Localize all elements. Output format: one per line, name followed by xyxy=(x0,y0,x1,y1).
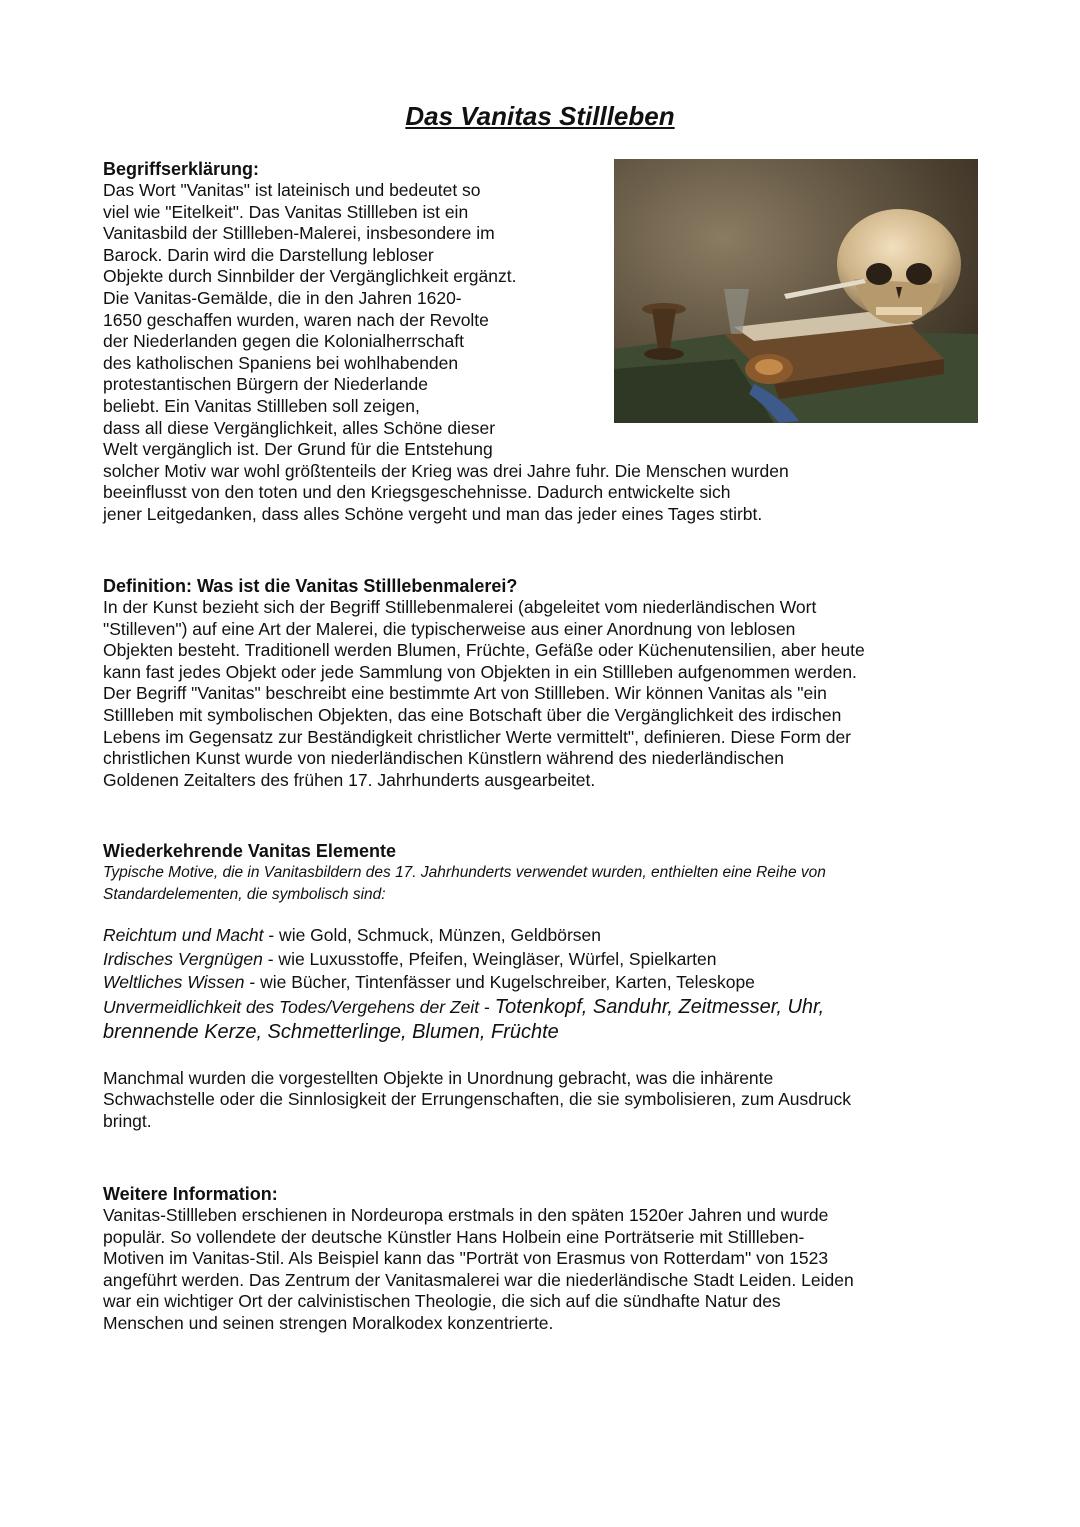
text-line: war ein wichtiger Ort der calvinistischen Theologie, die sich auf die sündhafte Natur des xyxy=(103,1291,781,1312)
text-line: Objekten besteht. Traditionell werden Blumen, Früchte, Gefäße oder Küchenutensilien, aber heute xyxy=(103,640,865,661)
element-item xyxy=(103,948,851,972)
text-line: christlichen Kunst wurde von niederländischen Künstlern während des niederländischen xyxy=(103,748,784,769)
text-line: Die Vanitas-Gemälde, die in den Jahren 1620- xyxy=(103,287,462,308)
element-text: Totenkopf, Sanduhr, Zeitmesser, Uhr, xyxy=(494,995,825,1018)
section-heading: Definition: Was ist die Vanitas Stilllebenmalerei? xyxy=(103,576,518,596)
text-line: bringt. xyxy=(103,1110,152,1131)
text-line: populär. So vollendete der deutsche Künstler Hans Holbein eine Porträtserie mit Stillleben- xyxy=(103,1226,805,1247)
element-label: Irdisches Vergnügen xyxy=(103,948,263,969)
text-line: viel wie "Eitelkeit". Das Vanitas Stillleben ist ein xyxy=(103,201,469,222)
element-item xyxy=(103,995,851,1021)
element-text: - wie Gold, Schmuck, Münzen, Geldbörsen xyxy=(263,925,602,945)
text-line: des katholischen Spaniens bei wohlhabenden xyxy=(103,352,459,373)
section-definition xyxy=(103,575,865,791)
text-line: Vanitasbild der Stillleben-Malerei, insbesondere im xyxy=(103,223,495,244)
text-line: Schwachstelle oder die Sinnlosigkeit der Errungenschaften, die sie symbolisieren, zum Ausdruck xyxy=(103,1089,852,1110)
section-begriffserklaerung xyxy=(103,158,789,526)
text-line: beliebt. Ein Vanitas Stillleben soll zeigen, xyxy=(103,395,420,416)
element-text: - wie Bücher, Tintenfässer und Kugelschreiber, Karten, Teleskope xyxy=(244,972,755,992)
element-text: brennende Kerze, Schmetterlinge, Blumen, Früchte xyxy=(103,1021,559,1043)
text-line: Vanitas-Stillleben erschienen in Nordeuropa erstmals in den späten 1520er Jahren und wurde xyxy=(103,1205,829,1225)
text-line: solcher Motiv war wohl größtenteils der Krieg was drei Jahre fuhr. Die Menschen wurden xyxy=(103,460,789,481)
text-line: kann fast jedes Objekt oder jede Sammlung von Objekten in ein Stillleben aufgenommen werden. xyxy=(103,661,857,682)
element-separator: - xyxy=(479,996,495,1017)
text-line: der Niederlanden gegen die Kolonialherrschaft xyxy=(103,331,464,352)
text-line: Goldenen Zeitalters des frühen 17. Jahrhunderts ausgearbeitet. xyxy=(103,769,596,790)
text-line: Lebens im Gegensatz zur Beständigkeit christlicher Werte vermittelt", definieren. Diese Form der xyxy=(103,726,852,747)
element-item xyxy=(103,924,851,948)
text-line: Welt vergänglich ist. Der Grund für die Entstehung xyxy=(103,439,493,460)
element-text: - wie Luxusstoffe, Pfeifen, Weingläser, Würfel, Spielkarten xyxy=(262,948,717,969)
element-item xyxy=(103,971,851,995)
section-vanitas-elemente xyxy=(103,840,851,1132)
text-line: 1650 geschaffen wurden, waren nach der Revolte xyxy=(103,309,489,330)
text-line: Barock. Darin wird die Darstellung lebloser xyxy=(103,244,434,265)
text-line: Der Begriff "Vanitas" beschreibt eine bestimmte Art von Stillleben. Wir können Vanitas als "ein xyxy=(103,683,827,704)
element-label: Weltliches Wissen xyxy=(103,972,245,992)
text-line: Menschen und seinen strengen Moralkodex konzentrierte. xyxy=(103,1312,554,1333)
section-heading: Begriffserklärung: xyxy=(103,159,260,179)
section-heading: Weitere Information: xyxy=(103,1184,278,1204)
text-line: Objekte durch Sinnbilder der Vergänglichkeit ergänzt. xyxy=(103,266,517,287)
intro-line: Standardelementen, die symbolisch sind: xyxy=(103,885,386,903)
section-heading: Wiederkehrende Vanitas Elemente xyxy=(103,841,396,861)
text-line: jener Leitgedanken, dass alles Schöne vergeht und man das jeder eines Tages stirbt. xyxy=(103,503,763,524)
text-line: beeinflusst von den toten und den Kriegsgeschehnisse. Dadurch entwickelte sich xyxy=(103,482,731,503)
text-line: Manchmal wurden die vorgestellten Objekte in Unordnung gebracht, was die inhärente xyxy=(103,1067,774,1088)
text-line: In der Kunst bezieht sich der Begriff Stilllebenmalerei (abgeleitet vom niederländischen Wort xyxy=(103,597,817,617)
text-line: Motiven im Vanitas-Stil. Als Beispiel kann das "Porträt von Erasmus von Rotterdam" von 1523 xyxy=(103,1248,829,1269)
text-line: "Stilleven") auf eine Art der Malerei, die typischerweise aus einer Anordnung von leblosen xyxy=(103,618,796,639)
element-label: Unvermeidlichkeit des Todes/Vergehens der Zeit xyxy=(103,996,480,1017)
page-title: Das Vanitas Stillleben xyxy=(405,101,675,131)
text-line: Das Wort "Vanitas" ist lateinisch und bedeutet so xyxy=(103,180,481,200)
text-line: Stillleben mit symbolischen Objekten, das eine Botschaft über die Vergänglichkeit des irdischen xyxy=(103,704,842,725)
text-line: angeführt werden. Das Zentrum der Vanitasmalerei war die niederländische Stadt Leiden. Leiden xyxy=(103,1269,854,1290)
intro-line: Typische Motive, die in Vanitasbildern des 17. Jahrhunderts verwendet wurden, enthielten eine Reihe von xyxy=(103,864,826,881)
section-weitere-information xyxy=(103,1183,854,1335)
text-line: protestantischen Bürgern der Niederlande xyxy=(103,374,428,395)
text-line: dass all diese Vergänglichkeit, alles Schöne dieser xyxy=(103,417,496,438)
element-label: Reichtum und Macht xyxy=(103,925,264,945)
